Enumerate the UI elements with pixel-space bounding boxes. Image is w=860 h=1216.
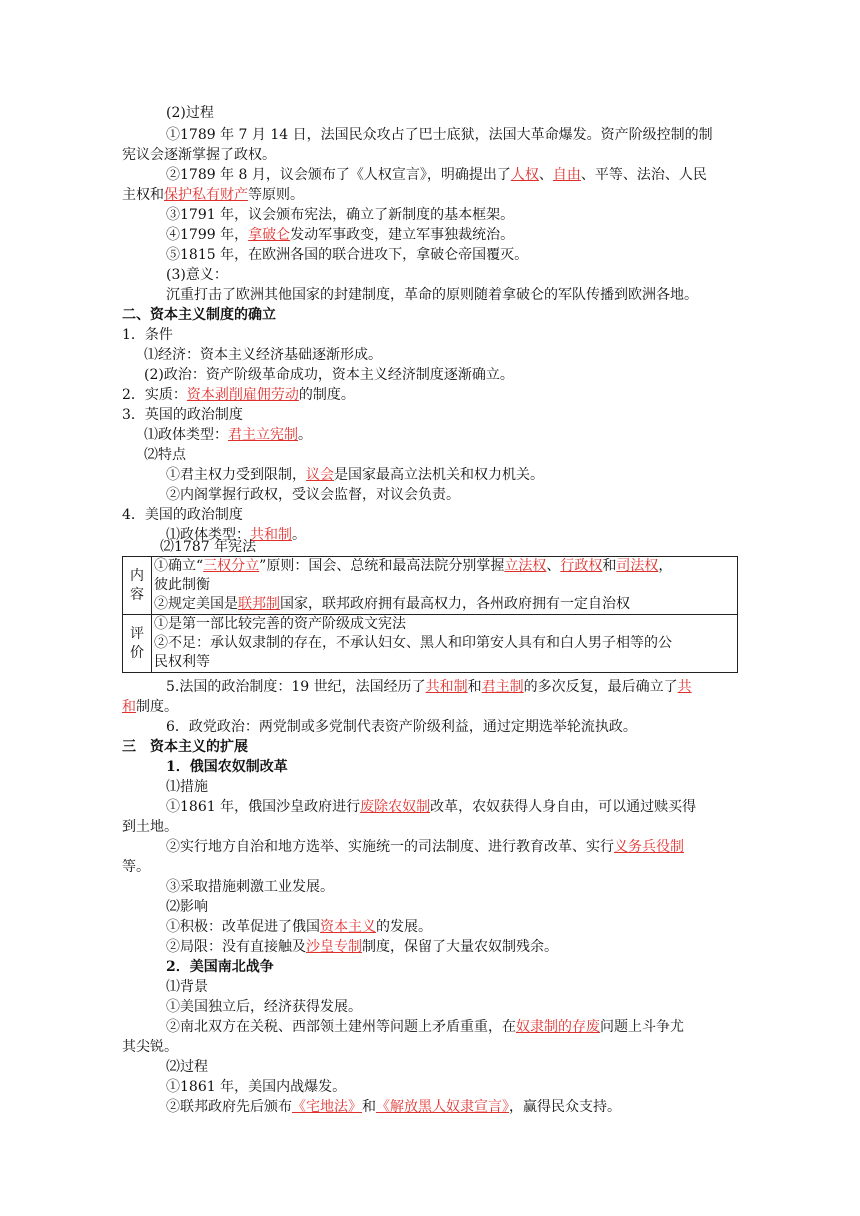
- russia-measure: 到土地。: [122, 819, 178, 835]
- content-label: 内 容: [123, 557, 152, 615]
- constitution-heading: ⑵1787 年宪法: [160, 539, 257, 555]
- usa-heading: 4．美国的政治制度: [122, 507, 243, 523]
- russia-measure: ③采取措施刺激工业发展。: [166, 879, 334, 895]
- eval-cell: [152, 615, 738, 673]
- russia-measure: ②实行地方自治和地方选举、实施统一的司法制度、进行教育改革、实行义务兵役制: [166, 839, 684, 855]
- highlighted-term: 三权分立: [203, 558, 260, 574]
- highlighted-term: 和: [122, 699, 136, 715]
- highlighted-term: 君主制: [481, 679, 524, 695]
- significance-heading: (3)意义：: [166, 267, 228, 283]
- russia-measure: ①1861 年，俄国沙皇政府进行废除农奴制改革，农奴获得人身自由，可以通过赎买得: [166, 799, 697, 815]
- russia-measures-heading: ⑴措施: [166, 779, 208, 795]
- process-item: ②1789 年 8 月，议会颁布了《人权宣言》，明确提出了人权、自由、平等、法治、人民: [166, 167, 707, 183]
- constitution-table: [122, 556, 738, 673]
- russia-impact: ①积极：改革促进了俄国资本主义的发展。: [166, 919, 432, 935]
- britain-feature: ②内阁掌握行政权，受议会监督，对议会负责。: [166, 487, 460, 503]
- highlighted-term: 义务兵役制: [614, 839, 684, 855]
- highlighted-term: 君主立宪制: [228, 427, 298, 443]
- content-cell: [152, 557, 738, 615]
- highlighted-term: 共和制: [250, 527, 292, 543]
- russia-measure: 等。: [122, 859, 150, 875]
- highlighted-term: 废除农奴制: [360, 799, 431, 815]
- process-item: ⑤1815 年，在欧洲各国的联合进攻下，拿破仑帝国覆灭。: [166, 247, 529, 263]
- highlighted-term: 拿破仑: [248, 227, 291, 243]
- civil-war-process: ①1861 年，美国内战爆发。: [166, 1079, 347, 1095]
- process-item: ④1799 年，拿破仑发动军事政变，建立军事独裁统治。: [166, 227, 515, 243]
- france-line: 和制度。: [122, 699, 178, 715]
- britain-type: ⑴政体类型：君主立宪制。: [144, 427, 312, 443]
- highlighted-term: 自由: [552, 167, 581, 183]
- table-line: ①确立“三权分立”原则：国会、总统和最高法院分别掌握立法权、行政权和司法权，: [154, 558, 673, 574]
- civil-war-heading: 2．美国南北战争: [166, 959, 274, 975]
- highlighted-term: 《解放黑人奴隶宣言》: [376, 1099, 509, 1115]
- essence-line: 2．实质：资本剥削雇佣劳动的制度。: [122, 387, 355, 403]
- highlighted-term: 《宅地法》: [292, 1099, 362, 1115]
- highlighted-term: 议会: [306, 467, 334, 483]
- condition-item: (2)政治：资产阶级革命成功，资本主义经济制度逐渐确立。: [144, 367, 514, 383]
- table-row: [123, 557, 738, 615]
- section-title: 三 资本主义的扩展: [122, 739, 248, 755]
- britain-heading: 3．英国的政治制度: [122, 407, 243, 423]
- highlighted-term: 沙皇专制: [306, 939, 362, 955]
- britain-features-heading: ⑵特点: [144, 447, 186, 463]
- britain-feature: ①君主权力受到限制，议会是国家最高立法机关和权力机关。: [166, 467, 544, 483]
- highlighted-term: 资本剥削雇佣劳动: [186, 387, 299, 403]
- eval-label: 评 价: [123, 615, 152, 673]
- condition-item: ⑴经济：资本主义经济基础逐渐形成。: [144, 347, 382, 363]
- conditions-heading: 1．条件: [122, 327, 173, 343]
- section-title: 二、资本主义制度的确立: [122, 307, 276, 323]
- table-line: ②规定美国是联邦制国家，联邦政府拥有最高权力，各州政府拥有一定自治权: [154, 596, 630, 612]
- table-line: ②不足：承认奴隶制的存在，不承认妇女、黑人和印第安人具有和白人男子相等的公: [154, 635, 672, 651]
- france-line: 5.法国的政治制度：19 世纪，法国经历了共和制和君主制的多次反复，最后确立了共: [166, 679, 692, 695]
- process-item: ①1789 年 7 月 14 日，法国民众攻占了巴士底狱，法国大革命爆发。资产阶级控制的制: [166, 127, 713, 143]
- highlighted-term: 资本主义: [320, 919, 376, 935]
- process-item: ③1791 年，议会颁布宪法，确立了新制度的基本框架。: [166, 207, 515, 223]
- civil-war-process-heading: ⑵过程: [166, 1059, 208, 1075]
- highlighted-term: 人权: [510, 167, 539, 183]
- civil-war-background: 其尖锐。: [122, 1039, 178, 1055]
- civil-war-background: ②南北双方在关税、西部领土建州等问题上矛盾重重，在奴隶制的存废问题上斗争尤: [166, 1019, 684, 1035]
- highlighted-term: 立法权: [504, 558, 547, 574]
- table-row: [123, 615, 738, 673]
- table-line: ①是第一部比较完善的资产阶级成文宪法: [154, 616, 406, 632]
- parties-line: 6．政党政治：两党制或多党制代表资产阶级利益，通过定期选举轮流执政。: [166, 719, 637, 735]
- significance-text: 沉重打击了欧洲其他国家的封建制度，革命的原则随着拿破仑的军队传播到欧洲各地。: [166, 287, 698, 303]
- highlighted-term: 共: [677, 679, 692, 695]
- usa-type: ⑴政体类型：共和制。: [166, 527, 306, 543]
- highlighted-term: 共和制: [425, 679, 468, 695]
- process-item: 主权和保护私有财产等原则。: [122, 187, 304, 203]
- process-heading: (2)过程: [166, 105, 214, 121]
- table-line: 民权利等: [154, 654, 210, 670]
- highlighted-term: 保护私有财产: [164, 187, 248, 203]
- highlighted-term: 行政权: [560, 558, 603, 574]
- russia-impact-heading: ⑵影响: [166, 899, 208, 915]
- highlighted-term: 奴隶制的存废: [516, 1019, 600, 1035]
- highlighted-term: 联邦制: [238, 596, 280, 612]
- civil-war-background-heading: ⑴背景: [166, 979, 208, 995]
- russia-heading: 1．俄国农奴制改革: [166, 759, 288, 775]
- russia-impact: ②局限：没有直接触及沙皇专制制度，保留了大量农奴制残余。: [166, 939, 558, 955]
- civil-war-background: ①美国独立后，经济获得发展。: [166, 999, 362, 1015]
- process-item: 宪议会逐渐掌握了政权。: [122, 147, 276, 163]
- table-line: 彼此制衡: [154, 577, 210, 593]
- civil-war-process: ②联邦政府先后颁布《宅地法》和《解放黑人奴隶宣言》，赢得民众支持。: [166, 1099, 621, 1115]
- highlighted-term: 司法权: [616, 558, 659, 574]
